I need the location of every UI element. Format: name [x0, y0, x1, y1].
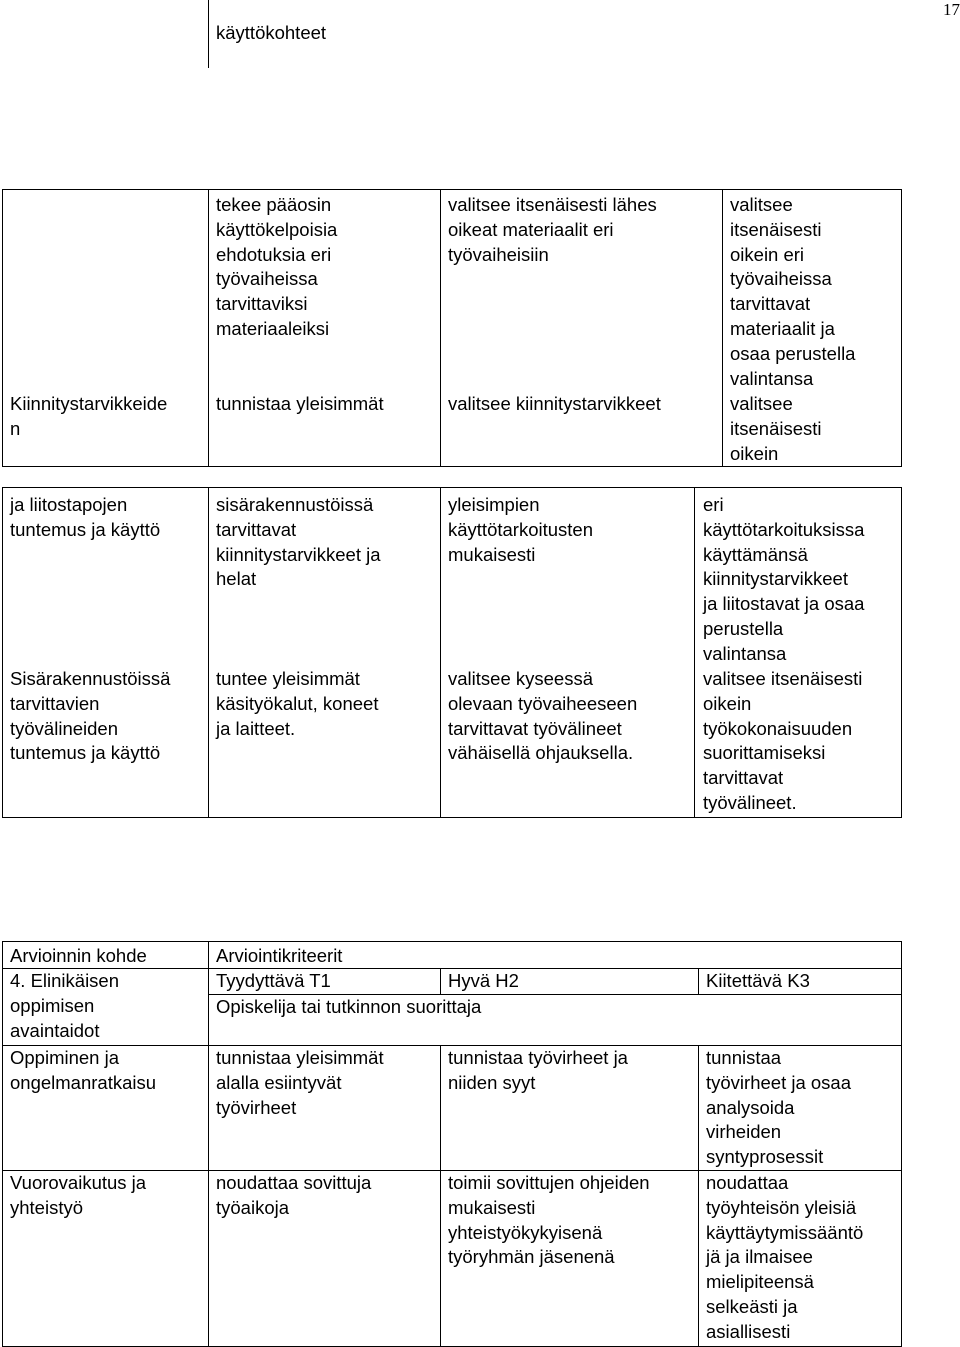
row-1-h2: tunnistaa työvirheet ja niiden syyt [448, 1047, 628, 1093]
page-number: 17 [943, 0, 960, 19]
grade-t1: Tyydyttävä T1 [216, 970, 331, 991]
row-2-label: Vuorovaikutus ja yhteistyö [10, 1172, 147, 1218]
row-2-k3: noudattaa työyhteisön yleisiä käyttäytymissääntö jä ja ilmaisee mielipiteensä selkeästi ja asiallisesti [706, 1172, 864, 1342]
top-col1-text: käyttökohteet [216, 22, 327, 43]
mid-row-b-col0: Sisärakennustöissä tarvittavien työvälineiden tuntemus ja käyttö [10, 668, 171, 764]
row-1-label: Oppiminen ja ongelmanratkaisu [10, 1047, 157, 1093]
mid-row-a-col0: ja liitostapojen tuntemus ja käyttö [10, 494, 161, 540]
header-assessment-target: Arvioinnin kohde [10, 945, 147, 966]
header-assessment-criteria: Arviointikriteerit [216, 945, 343, 966]
top-row-a-col2: valitsee itsenäisesti lähes oikeat materiaalit eri työvaiheisiin [448, 194, 657, 265]
mid-row-a-col2: yleisimpien käyttötarkoitusten mukaisesti [448, 494, 593, 565]
mid-row-b-col1: tuntee yleisimmät käsityökalut, koneet ja laitteet. [216, 668, 379, 739]
mid-row-b-col2: valitsee kyseessä olevaan työvaiheeseen tarvittavat työvälineet vähäisellä ohjauksella. [448, 668, 638, 764]
top-row-b-col2: valitsee kiinnitystarvikkeet [448, 393, 661, 414]
row-1-k3: tunnistaa työvirheet ja osaa analysoida virheiden syntyprosessit [706, 1047, 852, 1168]
grade-k3: Kiitettävä K3 [706, 970, 810, 991]
row-2-h2: toimii sovittujen ohjeiden mukaisesti yhteistyökykyisenä työryhmän jäsenenä [448, 1172, 650, 1268]
top-row-b-col3: valitsee itsenäisesti oikein [730, 393, 822, 464]
mid-row-a-col3: eri käyttötarkoituksissa käyttämänsä kiinnitystarvikkeet ja liitostavat ja osaa perustella valintansa [703, 494, 865, 664]
subject-row: Opiskelija tai tutkinnon suorittaja [216, 996, 482, 1017]
mid-row-b-col3: valitsee itsenäisesti oikein työkokonaisuuden suorittamiseksi tarvittavat työvälineet. [703, 668, 863, 813]
top-row-a-col1: tekee pääosin käyttökelpoisia ehdotuksia eri työvaiheissa tarvittaviksi materiaaleiksi [216, 194, 338, 339]
top-row-b-col0: Kiinnitystarvikkeide n [10, 393, 168, 439]
mid-row-a-col1: sisärakennustöissä tarvittavat kiinnitystarvikkeet ja helat [216, 494, 381, 590]
row-1-t1: tunnistaa yleisimmät alalla esiintyvät työvirheet [216, 1047, 384, 1118]
top-row-b-col1: tunnistaa yleisimmät [216, 393, 384, 414]
section-title: 4. Elinikäisen oppimisen avaintaidot [10, 970, 120, 1041]
grade-h2: Hyvä H2 [448, 970, 519, 991]
row-2-t1: noudattaa sovittuja työaikoja [216, 1172, 372, 1218]
top-row-a-col3: valitsee itsenäisesti oikein eri työvaiheissa tarvittavat materiaalit ja osaa perustella valintansa [730, 194, 856, 389]
